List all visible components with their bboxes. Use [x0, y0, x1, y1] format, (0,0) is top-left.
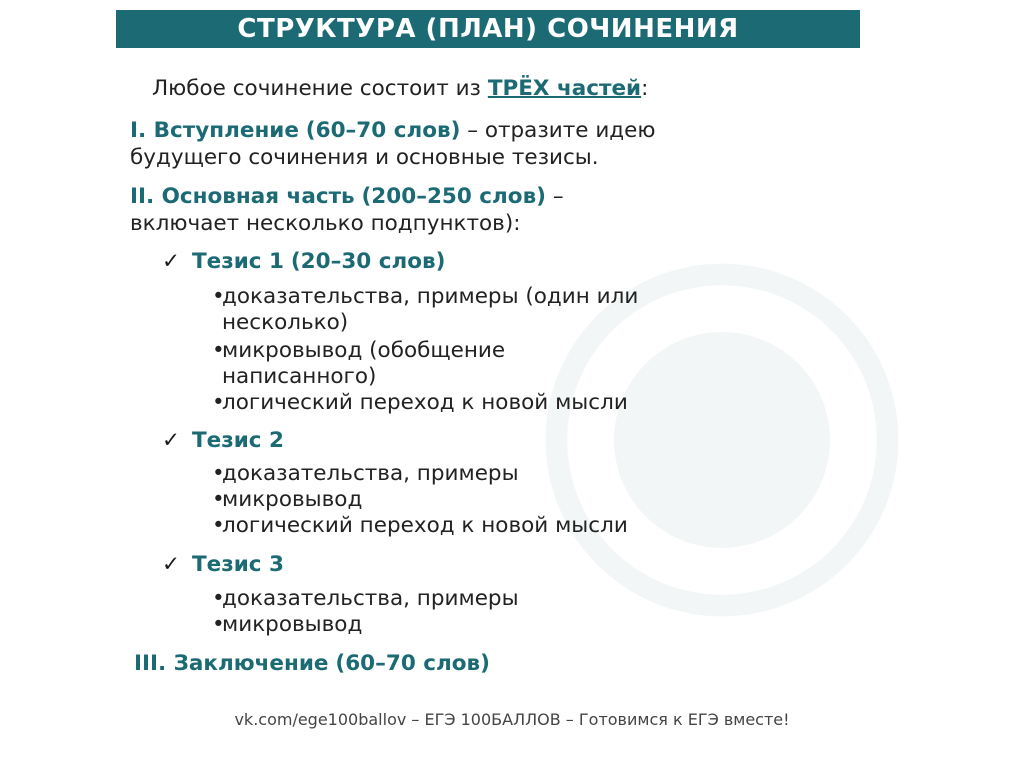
- section-main-line1: [130, 184, 564, 210]
- check-icon: ✓: [162, 428, 181, 453]
- list-item: [212, 284, 638, 310]
- bullet-icon: •: [212, 390, 225, 415]
- thesis-2-label: Тезис 2: [192, 428, 284, 453]
- check-icon: ✓: [162, 552, 181, 577]
- list-item: [212, 338, 505, 364]
- list-item: [212, 390, 628, 416]
- list-item-text: доказательства, примеры: [222, 586, 519, 611]
- intro-line: [152, 76, 648, 102]
- content-card: [112, 10, 860, 755]
- thesis-1-label: Тезис 1: [192, 249, 284, 274]
- intro-emphasis: ТРЁХ частей: [487, 76, 642, 101]
- list-item-text: логический переход к новой мысли: [222, 390, 628, 415]
- list-item-text: доказательства, примеры (один или: [222, 284, 639, 309]
- intro-colon: :: [641, 76, 649, 101]
- bullet-icon: •: [212, 487, 225, 512]
- list-item: [212, 586, 519, 612]
- check-icon: ✓: [162, 249, 181, 274]
- section-intro-line1: [130, 118, 655, 144]
- section-main-desc2: включает несколько подпунктов):: [130, 211, 521, 236]
- bullet-icon: •: [212, 586, 225, 611]
- section-intro-desc1: – отразите идею: [460, 118, 656, 143]
- thesis-1-words: (20–30 слов): [290, 249, 446, 274]
- watermark-logo-icon: [542, 260, 902, 620]
- list-item: [212, 461, 519, 487]
- intro-text: Любое сочинение состоит из: [152, 76, 488, 101]
- page-title: СТРУКТУРА (ПЛАН) СОЧИНЕНИЯ: [237, 14, 739, 44]
- thesis-1-heading: [162, 249, 445, 275]
- list-item: [212, 612, 362, 638]
- list-item-text: логический переход к новой мысли: [222, 513, 628, 538]
- section-intro-desc2: будущего сочинения и основные тезисы.: [130, 145, 599, 170]
- bullet-icon: •: [212, 284, 225, 309]
- list-item: [212, 513, 628, 539]
- bullet-icon: •: [212, 612, 225, 637]
- list-item-text: микровывод: [222, 487, 363, 512]
- bullet-icon: •: [212, 338, 225, 363]
- list-item-continuation: написанного): [222, 364, 377, 389]
- list-item-text: микровывод: [222, 612, 363, 637]
- section-conclusion-heading: III. Заключение: [134, 651, 329, 676]
- section-main-desc1: –: [546, 184, 564, 209]
- thesis-3-label: Тезис 3: [192, 552, 284, 577]
- section-intro-words: (60–70 слов): [305, 118, 461, 143]
- section-conclusion-words: (60–70 слов): [335, 651, 490, 676]
- bullet-icon: •: [212, 513, 225, 538]
- thesis-3-heading: [162, 552, 284, 578]
- footer-credit: vk.com/ege100ballov – ЕГЭ 100БАЛЛОВ – Готовимся к ЕГЭ вместе!: [234, 710, 790, 729]
- list-item-text: доказательства, примеры: [222, 461, 519, 486]
- section-main-words: (200–250 слов): [361, 184, 546, 209]
- list-item: [212, 487, 362, 513]
- bullet-icon: •: [212, 461, 225, 486]
- section-intro-heading: I. Вступление: [130, 118, 299, 143]
- section-conclusion-line: [134, 651, 490, 677]
- thesis-2-heading: [162, 428, 284, 454]
- section-main-heading: II. Основная часть: [130, 184, 355, 209]
- list-item-text: микровывод (обобщение: [222, 338, 506, 363]
- list-item-continuation: несколько): [222, 310, 349, 335]
- title-banner: [116, 10, 860, 48]
